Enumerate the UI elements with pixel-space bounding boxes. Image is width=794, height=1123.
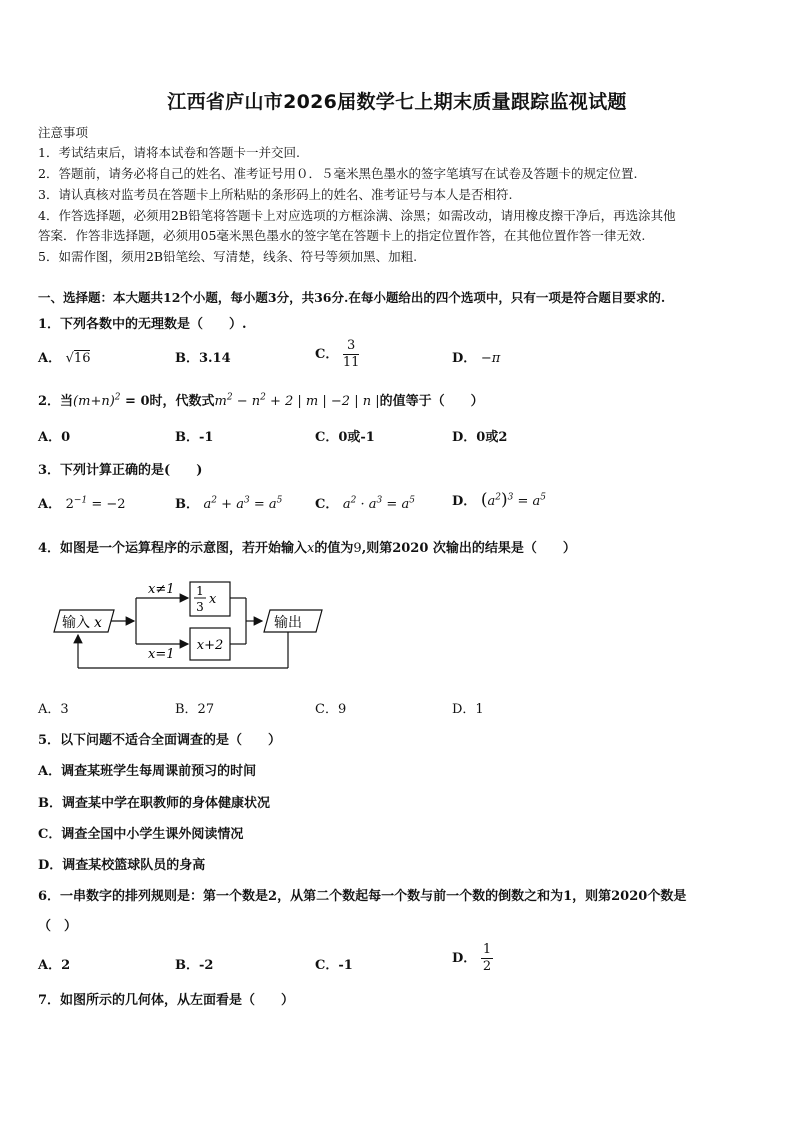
fraction <box>481 942 493 975</box>
option-label: D． <box>452 351 477 366</box>
option-label: A． <box>38 497 62 512</box>
stem-text: 2．当 <box>38 394 74 409</box>
input-var: x <box>94 615 102 631</box>
math-expr: 9 <box>353 541 362 556</box>
question-4-stem <box>38 537 576 556</box>
numerator: 3 <box>343 338 360 355</box>
note-item: 3．请认真核对监考员在答题卡上所粘贴的条形码上的姓名、准考证号与本人是否相符. <box>38 187 513 202</box>
note-item: 5．如需作图，须用2B铅笔绘、写清楚，线条、符号等须加黑、加粗. <box>38 249 418 264</box>
q4-option-b: B．27 <box>175 702 215 717</box>
note-item: 4．作答选择题，必须用2B铅笔将答题卡上对应选项的方框涂满、涂黑；如需改动，请用橡皮擦干净后，再选涂其他 <box>38 208 676 223</box>
q2-option-b: B．-1 <box>175 430 214 445</box>
stem-text: 的值为 <box>314 541 354 556</box>
q5-option-a: A．调查某班学生每周课前预习的时间 <box>38 764 257 779</box>
question-1-stem: 1．下列各数中的无理数是（ ）. <box>38 317 247 332</box>
option-label: D． <box>452 951 477 966</box>
math-expr: − n <box>232 394 261 409</box>
box-bottom-label: x+2 <box>196 638 224 653</box>
q1-option-d <box>452 347 500 366</box>
math-expr: + 2 | m | −2 | n | <box>265 394 380 409</box>
box-top-numerator: 1 <box>196 584 204 598</box>
math-base: 2 <box>65 497 74 512</box>
q1-option-b: B．3.14 <box>175 351 231 366</box>
option-label: D． <box>452 494 477 509</box>
note-item: 2．答题前，请务必将自己的姓名、准考证号用０．５毫米黑色墨水的签字笔填写在试卷及答题卡的规定位置. <box>38 166 638 181</box>
q3-option-c <box>315 493 415 512</box>
question-5-stem: 5．以下问题不适合全面调查的是（ ） <box>38 733 282 748</box>
question-6-stem: 6．一串数字的排列规则是：第一个数是2，从第二个数起每一个数与前一个数的倒数之和为1，则第2020个数是 <box>38 889 687 904</box>
numerator: 1 <box>482 942 492 957</box>
option-label: C． <box>315 347 339 362</box>
q6-option-a: A．2 <box>38 958 71 973</box>
q3-option-d <box>452 490 546 510</box>
question-6-stem-cont: （ ） <box>38 919 78 934</box>
q2-option-a: A．0 <box>38 430 71 445</box>
q4-option-c: C．9 <box>315 702 347 717</box>
stem-text: ,则第2020 次输出的结果是（ ） <box>361 541 576 556</box>
option-label: A． <box>38 351 62 366</box>
condition-top: x≠1 <box>148 582 175 597</box>
option-value: −π <box>480 351 501 366</box>
input-label: 输入 <box>62 615 90 631</box>
sqrt-icon: √16 <box>65 351 91 366</box>
box-top-denominator: 3 <box>196 600 204 614</box>
q2-option-c: C．0或-1 <box>315 430 375 445</box>
q6-option-c: C．-1 <box>315 958 353 973</box>
note-item: 答案．作答非选择题，必须用05毫米黑色墨水的签字笔在答题卡上的指定位置作答，在其他位置作答一律无效. <box>38 228 646 243</box>
math-exponent: 2 <box>260 392 266 403</box>
stem-text: = 0时，代数式 <box>120 394 215 409</box>
question-7-stem: 7．如图所示的几何体，从左面看是（ ） <box>38 993 295 1008</box>
fraction <box>343 338 360 371</box>
q6-option-d <box>452 942 493 975</box>
math-expr: x <box>307 541 315 556</box>
q3-option-a <box>38 493 126 512</box>
math-exponent: −1 <box>73 495 88 506</box>
q3-option-b <box>175 493 282 512</box>
math-expr: = −2 <box>87 497 126 512</box>
q5-option-d: D．调查某校篮球队员的身高 <box>38 858 206 873</box>
question-2-stem <box>38 390 484 409</box>
math-exponent: 2 <box>226 392 233 403</box>
stem-text: 的值等于（ ） <box>379 394 484 409</box>
option-label: C． <box>315 497 339 512</box>
condition-bottom: x=1 <box>148 647 175 662</box>
question-3-stem: 3．下列计算正确的是( ) <box>38 463 203 478</box>
math-exponent: 2 <box>114 392 121 403</box>
q2-option-d: D．0或2 <box>452 430 508 445</box>
math-expr: m <box>214 394 227 409</box>
math-expr: $(a^2)^3 = a^5$ <box>480 490 546 510</box>
sqrt-radicand: 16 <box>73 351 91 366</box>
q1-option-a <box>38 347 90 366</box>
q5-option-b: B．调查某中学在职教师的身体健康状况 <box>38 796 270 811</box>
math-expr: (m+n) <box>73 394 115 409</box>
notes-heading: 注意事项 <box>38 125 89 140</box>
math-expr: $a^2 + a^3 = a^5$ <box>203 495 283 512</box>
section-heading: 一、选择题：本大题共12个小题，每小题3分，共36分.在每小题给出的四个选项中，只有一项是符合题目要求的. <box>38 290 666 305</box>
option-label: B． <box>175 497 199 512</box>
program-flowchart <box>50 578 330 674</box>
note-item: 1．考试结束后，请将本试卷和答题卡一并交回. <box>38 145 300 160</box>
denominator: 2 <box>482 959 492 974</box>
page-title: 江西省庐山市2026届数学七上期末质量跟踪监视试题 <box>167 91 627 113</box>
math-expr: $a^2 \cdot a^3 = a^5$ <box>342 495 415 512</box>
q6-option-b: B．-2 <box>175 958 214 973</box>
q4-option-a: A．3 <box>38 702 69 717</box>
q1-option-c <box>315 338 359 371</box>
q4-option-d: D．1 <box>452 702 484 717</box>
output-label: 输出 <box>274 615 302 631</box>
q5-option-c: C．调查全国中小学生课外阅读情况 <box>38 827 244 842</box>
box-top-var: x <box>209 592 217 607</box>
stem-text: 4．如图是一个运算程序的示意图，若开始输入 <box>38 541 308 556</box>
denominator: 11 <box>342 355 360 370</box>
